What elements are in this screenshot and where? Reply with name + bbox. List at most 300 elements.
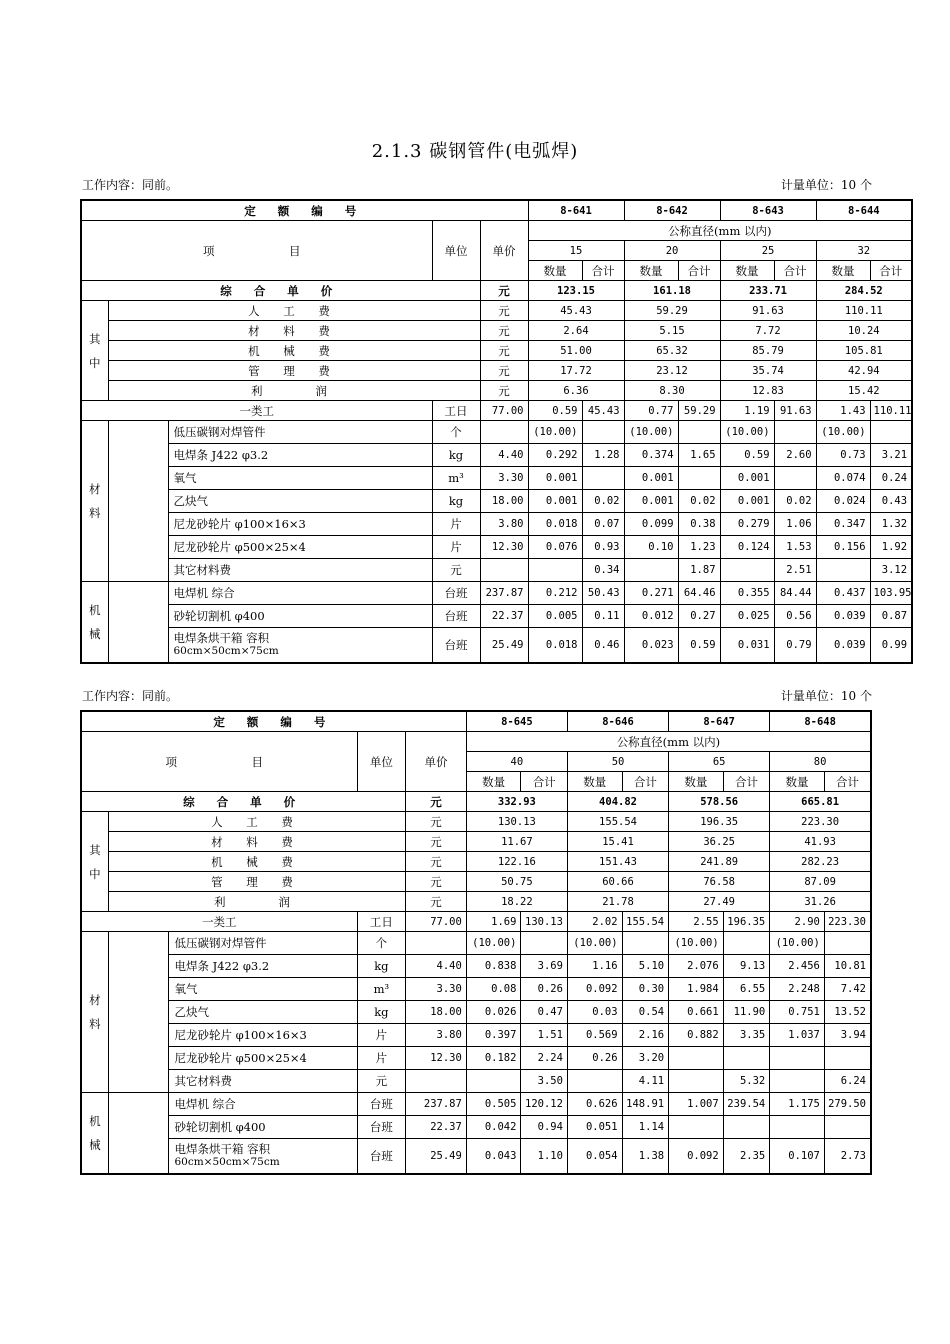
material-qty: 0.026 <box>466 1001 521 1024</box>
qty-header: 数量 <box>624 261 678 281</box>
labor-qty: 1.43 <box>816 401 870 421</box>
material-qty: 0.374 <box>624 444 678 467</box>
material-sum: 0.30 <box>622 978 669 1001</box>
machine-name <box>168 628 432 664</box>
material-qty: 1.16 <box>567 955 622 978</box>
material-sum: 0.93 <box>582 536 624 559</box>
material-qty: 0.076 <box>528 536 582 559</box>
material-qty: 0.279 <box>720 513 774 536</box>
material-sum: 2.51 <box>774 559 816 582</box>
breakdown-value: 5.15 <box>624 321 720 341</box>
material-name: 电焊条 J422 φ3.2 <box>168 444 432 467</box>
material-price: 3.80 <box>480 513 528 536</box>
material-unit: 个 <box>357 932 406 955</box>
total-unit: 元 <box>406 792 467 812</box>
material-unit: 片 <box>357 1024 406 1047</box>
machine-sum: 148.91 <box>622 1093 669 1116</box>
diameter-value: 20 <box>624 241 720 261</box>
breakdown-value: 282.23 <box>770 852 871 872</box>
material-sum: 2.16 <box>622 1024 669 1047</box>
machine-sum: 103.95 <box>870 582 912 605</box>
material-qty: (10.00) <box>816 421 870 444</box>
material-qty <box>624 559 678 582</box>
code-header: 定 额 编 号 <box>81 711 466 732</box>
material-sum <box>774 467 816 490</box>
machine-qty: 0.051 <box>567 1116 622 1139</box>
item-header: 项 目 <box>81 221 432 281</box>
breakdown-label: 材 料 费 <box>108 832 405 852</box>
machine-qty: 0.039 <box>816 605 870 628</box>
machine-qty: 0.042 <box>466 1116 521 1139</box>
breakdown-value: 105.81 <box>816 341 912 361</box>
machine-sum: 0.99 <box>870 628 912 664</box>
material-sum <box>824 1047 871 1070</box>
labor-label: 一类工 <box>81 401 432 421</box>
breakdown-unit: 元 <box>480 381 528 401</box>
material-qty: (10.00) <box>528 421 582 444</box>
material-qty <box>669 1047 724 1070</box>
breakdown-value: 155.54 <box>567 812 668 832</box>
material-sum: 2.60 <box>774 444 816 467</box>
material-sum: 6.24 <box>824 1070 871 1093</box>
breakdown-label: 管 理 费 <box>108 872 405 892</box>
labor-sum: 45.43 <box>582 401 624 421</box>
material-qty: (10.00) <box>720 421 774 444</box>
breakdown-value: 122.16 <box>466 852 567 872</box>
code-header: 定 额 编 号 <box>81 200 528 221</box>
material-unit: 片 <box>357 1047 406 1070</box>
material-sum: 1.53 <box>774 536 816 559</box>
breakdown-value: 91.63 <box>720 301 816 321</box>
breakdown-value: 151.43 <box>567 852 668 872</box>
breakdown-value: 223.30 <box>770 812 871 832</box>
material-price <box>406 1070 467 1093</box>
quota-code: 8-647 <box>669 711 770 732</box>
material-sum: 0.43 <box>870 490 912 513</box>
machine-unit: 台班 <box>432 582 480 605</box>
labor-qty: 0.77 <box>624 401 678 421</box>
material-qty: 0.661 <box>669 1001 724 1024</box>
breakdown-label: 机 械 费 <box>108 341 480 361</box>
material-price <box>480 559 528 582</box>
material-sum <box>723 1047 770 1070</box>
material-qty: 0.59 <box>720 444 774 467</box>
diameter-value: 25 <box>720 241 816 261</box>
breakdown-value: 12.83 <box>720 381 816 401</box>
breakdown-label: 人 工 费 <box>108 301 480 321</box>
sum-header: 合计 <box>582 261 624 281</box>
machine-name: 砂轮切割机 φ400 <box>169 1116 357 1139</box>
material-name: 乙炔气 <box>169 1001 357 1024</box>
breakdown-value: 8.30 <box>624 381 720 401</box>
qty-header: 数量 <box>669 772 724 792</box>
material-qty <box>669 1070 724 1093</box>
machine-sum: 0.94 <box>521 1116 568 1139</box>
breakdown-value: 21.78 <box>567 892 668 912</box>
breakdown-value: 50.75 <box>466 872 567 892</box>
material-sum <box>582 421 624 444</box>
material-qty <box>567 1070 622 1093</box>
sum-header: 合计 <box>521 772 568 792</box>
machine-name <box>169 1139 357 1175</box>
material-qty: (10.00) <box>669 932 724 955</box>
material-qty: 0.092 <box>567 978 622 1001</box>
breakdown-unit: 元 <box>406 852 467 872</box>
total-value: 123.15 <box>528 281 624 301</box>
machine-unit: 台班 <box>432 628 480 664</box>
machines-spacer <box>108 1093 169 1175</box>
material-sum: 6.55 <box>723 978 770 1001</box>
material-sum: 3.20 <box>622 1047 669 1070</box>
materials-spacer <box>108 932 169 1093</box>
work-content-label: 工作内容：同前。 <box>82 689 179 703</box>
material-name: 氧气 <box>169 978 357 1001</box>
material-qty: 0.001 <box>528 467 582 490</box>
labor-sum: 130.13 <box>521 912 568 932</box>
machine-unit: 台班 <box>357 1093 406 1116</box>
material-sum <box>521 932 568 955</box>
breakdown-value: 241.89 <box>669 852 770 872</box>
material-price: 3.30 <box>480 467 528 490</box>
machine-sum <box>824 1116 871 1139</box>
breakdown-value: 18.22 <box>466 892 567 912</box>
material-sum: 1.87 <box>678 559 720 582</box>
machine-sum: 50.43 <box>582 582 624 605</box>
material-qty: 0.099 <box>624 513 678 536</box>
machine-unit: 台班 <box>357 1116 406 1139</box>
machine-qty: 0.023 <box>624 628 678 664</box>
breakdown-value: 51.00 <box>528 341 624 361</box>
labor-sum: 155.54 <box>622 912 669 932</box>
material-qty: 0.838 <box>466 955 521 978</box>
material-qty: 0.751 <box>770 1001 825 1024</box>
machine-sum: 2.73 <box>824 1139 871 1175</box>
machine-qty: 0.505 <box>466 1093 521 1116</box>
material-sum: 0.38 <box>678 513 720 536</box>
machine-qty: 1.007 <box>669 1093 724 1116</box>
machine-sum: 0.79 <box>774 628 816 664</box>
page-title: 2.1.3 碳钢管件(电弧焊) <box>371 141 579 162</box>
machine-sum: 1.10 <box>521 1139 568 1175</box>
material-unit: m³ <box>432 467 480 490</box>
machine-unit: 台班 <box>432 605 480 628</box>
machine-qty: 0.355 <box>720 582 774 605</box>
breakdown-unit: 元 <box>406 892 467 912</box>
breakdown-value: 60.66 <box>567 872 668 892</box>
material-sum: 4.11 <box>622 1070 669 1093</box>
machine-qty: 0.271 <box>624 582 678 605</box>
breakdown-value: 15.42 <box>816 381 912 401</box>
material-sum: 7.42 <box>824 978 871 1001</box>
material-price: 18.00 <box>406 1001 467 1024</box>
material-qty: 0.26 <box>567 1047 622 1070</box>
materials-group-label: 材料 <box>81 932 108 1093</box>
material-sum: 1.23 <box>678 536 720 559</box>
total-value: 665.81 <box>770 792 871 812</box>
material-qty: 0.347 <box>816 513 870 536</box>
quota-code: 8-641 <box>528 200 624 221</box>
material-qty <box>466 1070 521 1093</box>
material-sum: 0.02 <box>774 490 816 513</box>
machine-sum: 279.50 <box>824 1093 871 1116</box>
material-qty: 0.024 <box>816 490 870 513</box>
material-qty: 0.73 <box>816 444 870 467</box>
material-qty: (10.00) <box>624 421 678 444</box>
labor-sum: 110.11 <box>870 401 912 421</box>
qty-header: 数量 <box>770 772 825 792</box>
qty-header: 数量 <box>720 261 774 281</box>
material-qty: 0.124 <box>720 536 774 559</box>
sum-header: 合计 <box>870 261 912 281</box>
quota-code: 8-642 <box>624 200 720 221</box>
diameter-header: 公称直径(mm 以内) <box>466 732 871 752</box>
material-qty: 0.569 <box>567 1024 622 1047</box>
machine-qty: 0.018 <box>528 628 582 664</box>
material-qty: 0.10 <box>624 536 678 559</box>
material-price <box>480 421 528 444</box>
labor-qty: 1.69 <box>466 912 521 932</box>
breakdown-unit: 元 <box>480 321 528 341</box>
labor-sum: 59.29 <box>678 401 720 421</box>
machine-qty: 0.437 <box>816 582 870 605</box>
material-name: 尼龙砂轮片 φ500×25×4 <box>168 536 432 559</box>
material-qty: 0.08 <box>466 978 521 1001</box>
qty-header: 数量 <box>528 261 582 281</box>
breakdown-value: 36.25 <box>669 832 770 852</box>
machine-qty: 0.043 <box>466 1139 521 1175</box>
material-name: 尼龙砂轮片 φ100×16×3 <box>168 513 432 536</box>
machine-name: 砂轮切割机 φ400 <box>168 605 432 628</box>
material-unit: kg <box>357 1001 406 1024</box>
machine-sum: 0.11 <box>582 605 624 628</box>
breakdown-value: 45.43 <box>528 301 624 321</box>
quota-table-2 <box>80 710 872 1175</box>
machine-sum: 2.35 <box>723 1139 770 1175</box>
material-sum: 0.24 <box>870 467 912 490</box>
material-price: 4.40 <box>480 444 528 467</box>
breakdown-label: 利 润 <box>108 892 405 912</box>
sum-header: 合计 <box>723 772 770 792</box>
material-sum <box>774 421 816 444</box>
machine-sum <box>723 1116 770 1139</box>
material-qty <box>770 1047 825 1070</box>
material-unit: 元 <box>357 1070 406 1093</box>
material-sum: 0.47 <box>521 1001 568 1024</box>
machine-qty <box>669 1116 724 1139</box>
material-sum <box>824 932 871 955</box>
material-sum: 0.26 <box>521 978 568 1001</box>
material-sum: 1.92 <box>870 536 912 559</box>
machine-sum: 120.12 <box>521 1093 568 1116</box>
breakdown-label: 人 工 费 <box>108 812 405 832</box>
material-sum: 0.02 <box>678 490 720 513</box>
machine-price: 25.49 <box>480 628 528 664</box>
labor-price: 77.00 <box>480 401 528 421</box>
material-sum <box>582 467 624 490</box>
material-sum: 0.07 <box>582 513 624 536</box>
machine-qty: 0.092 <box>669 1139 724 1175</box>
diameter-header: 公称直径(mm 以内) <box>528 221 912 241</box>
diameter-value: 15 <box>528 241 624 261</box>
labor-qty: 2.90 <box>770 912 825 932</box>
material-sum: 3.50 <box>521 1070 568 1093</box>
breakdown-label: 利 润 <box>108 381 480 401</box>
machine-sum: 1.14 <box>622 1116 669 1139</box>
breakdown-label: 管 理 费 <box>108 361 480 381</box>
diameter-value: 65 <box>669 752 770 772</box>
labor-sum: 91.63 <box>774 401 816 421</box>
breakdown-value: 27.49 <box>669 892 770 912</box>
material-price: 12.30 <box>406 1047 467 1070</box>
material-qty: 0.292 <box>528 444 582 467</box>
material-sum: 3.21 <box>870 444 912 467</box>
breakdown-label: 机 械 费 <box>108 852 405 872</box>
material-qty: 0.074 <box>816 467 870 490</box>
machines-group-label: 机械 <box>81 582 108 664</box>
material-sum: 1.32 <box>870 513 912 536</box>
material-name: 其它材料费 <box>168 559 432 582</box>
material-qty: 0.001 <box>720 490 774 513</box>
machine-qty: 0.031 <box>720 628 774 664</box>
material-sum: 1.28 <box>582 444 624 467</box>
material-name: 尼龙砂轮片 φ500×25×4 <box>169 1047 357 1070</box>
sum-header: 合计 <box>774 261 816 281</box>
machine-sum: 0.46 <box>582 628 624 664</box>
machine-qty <box>770 1116 825 1139</box>
breakdown-value: 15.41 <box>567 832 668 852</box>
material-sum <box>678 467 720 490</box>
quota-grid <box>80 199 913 664</box>
breakdown-value: 41.93 <box>770 832 871 852</box>
machine-sum: 84.44 <box>774 582 816 605</box>
breakdown-value: 65.32 <box>624 341 720 361</box>
labor-unit: 工日 <box>432 401 480 421</box>
material-qty <box>770 1070 825 1093</box>
material-qty: 1.984 <box>669 978 724 1001</box>
machine-qty: 0.107 <box>770 1139 825 1175</box>
machine-qty: 0.054 <box>567 1139 622 1175</box>
labor-sum: 196.35 <box>723 912 770 932</box>
labor-qty: 2.02 <box>567 912 622 932</box>
breakdown-value: 7.72 <box>720 321 816 341</box>
material-qty: (10.00) <box>770 932 825 955</box>
material-qty: 0.018 <box>528 513 582 536</box>
measure-unit-label: 计量单位：10 个 <box>780 178 872 192</box>
machine-name-line2: 60cm×50cm×75cm <box>173 645 279 657</box>
material-qty: 2.456 <box>770 955 825 978</box>
machine-qty: 0.039 <box>816 628 870 664</box>
diameter-value: 80 <box>770 752 871 772</box>
material-unit: 个 <box>432 421 480 444</box>
material-unit: 片 <box>432 513 480 536</box>
machine-name: 电焊机 综合 <box>169 1093 357 1116</box>
machine-sum: 1.38 <box>622 1139 669 1175</box>
material-qty: 1.037 <box>770 1024 825 1047</box>
machine-sum: 0.87 <box>870 605 912 628</box>
material-qty <box>528 559 582 582</box>
material-sum: 3.35 <box>723 1024 770 1047</box>
table-2-meta <box>82 687 872 704</box>
qty-header: 数量 <box>816 261 870 281</box>
material-qty: 0.001 <box>624 490 678 513</box>
total-value: 161.18 <box>624 281 720 301</box>
machine-price: 22.37 <box>480 605 528 628</box>
breakdown-value: 2.64 <box>528 321 624 341</box>
material-sum <box>723 932 770 955</box>
machine-sum: 0.59 <box>678 628 720 664</box>
machine-name-line1: 电焊条烘干箱 容积 <box>174 1142 271 1156</box>
material-sum: 11.90 <box>723 1001 770 1024</box>
machine-price: 25.49 <box>406 1139 467 1175</box>
labor-sum: 223.30 <box>824 912 871 932</box>
breakdown-unit: 元 <box>480 341 528 361</box>
material-sum: 3.12 <box>870 559 912 582</box>
machine-qty: 0.212 <box>528 582 582 605</box>
qty-header: 数量 <box>567 772 622 792</box>
breakdown-value: 35.74 <box>720 361 816 381</box>
material-sum: 0.54 <box>622 1001 669 1024</box>
total-unit: 元 <box>480 281 528 301</box>
total-value: 404.82 <box>567 792 668 812</box>
total-label: 综 合 单 价 <box>81 281 480 301</box>
material-sum: 10.81 <box>824 955 871 978</box>
sum-header: 合计 <box>622 772 669 792</box>
material-sum: 2.24 <box>521 1047 568 1070</box>
machines-spacer <box>108 582 168 664</box>
breakdown-value: 110.11 <box>816 301 912 321</box>
material-sum: 9.13 <box>723 955 770 978</box>
machine-name-line2: 60cm×50cm×75cm <box>174 1156 280 1168</box>
diameter-value: 50 <box>567 752 668 772</box>
table-1-meta <box>82 176 872 193</box>
breakdown-value: 31.26 <box>770 892 871 912</box>
machine-price: 237.87 <box>406 1093 467 1116</box>
breakdown-value: 23.12 <box>624 361 720 381</box>
material-name: 其它材料费 <box>169 1070 357 1093</box>
work-content-label: 工作内容：同前。 <box>82 178 179 192</box>
breakdown-value: 87.09 <box>770 872 871 892</box>
material-sum: 13.52 <box>824 1001 871 1024</box>
breakdown-unit: 元 <box>480 301 528 321</box>
material-qty: 0.882 <box>669 1024 724 1047</box>
material-name: 乙炔气 <box>168 490 432 513</box>
machine-sum: 0.27 <box>678 605 720 628</box>
machine-name-line1: 电焊条烘干箱 容积 <box>173 631 270 645</box>
material-unit: kg <box>432 444 480 467</box>
machines-group-label: 机械 <box>81 1093 108 1175</box>
material-qty: 0.001 <box>720 467 774 490</box>
breakdown-unit: 元 <box>406 812 467 832</box>
material-sum: 1.51 <box>521 1024 568 1047</box>
material-sum <box>870 421 912 444</box>
labor-unit: 工日 <box>357 912 406 932</box>
machine-sum: 64.46 <box>678 582 720 605</box>
quota-code: 8-648 <box>770 711 871 732</box>
qty-header: 数量 <box>466 772 521 792</box>
material-sum <box>622 932 669 955</box>
machine-price: 237.87 <box>480 582 528 605</box>
material-qty: (10.00) <box>466 932 521 955</box>
material-sum: 1.65 <box>678 444 720 467</box>
material-unit: kg <box>432 490 480 513</box>
breakdown-value: 10.24 <box>816 321 912 341</box>
breakdown-unit: 元 <box>406 832 467 852</box>
measure-unit-label: 计量单位：10 个 <box>780 689 872 703</box>
material-price: 4.40 <box>406 955 467 978</box>
material-unit: m³ <box>357 978 406 1001</box>
price-header: 单价 <box>480 221 528 281</box>
sum-header: 合计 <box>678 261 720 281</box>
